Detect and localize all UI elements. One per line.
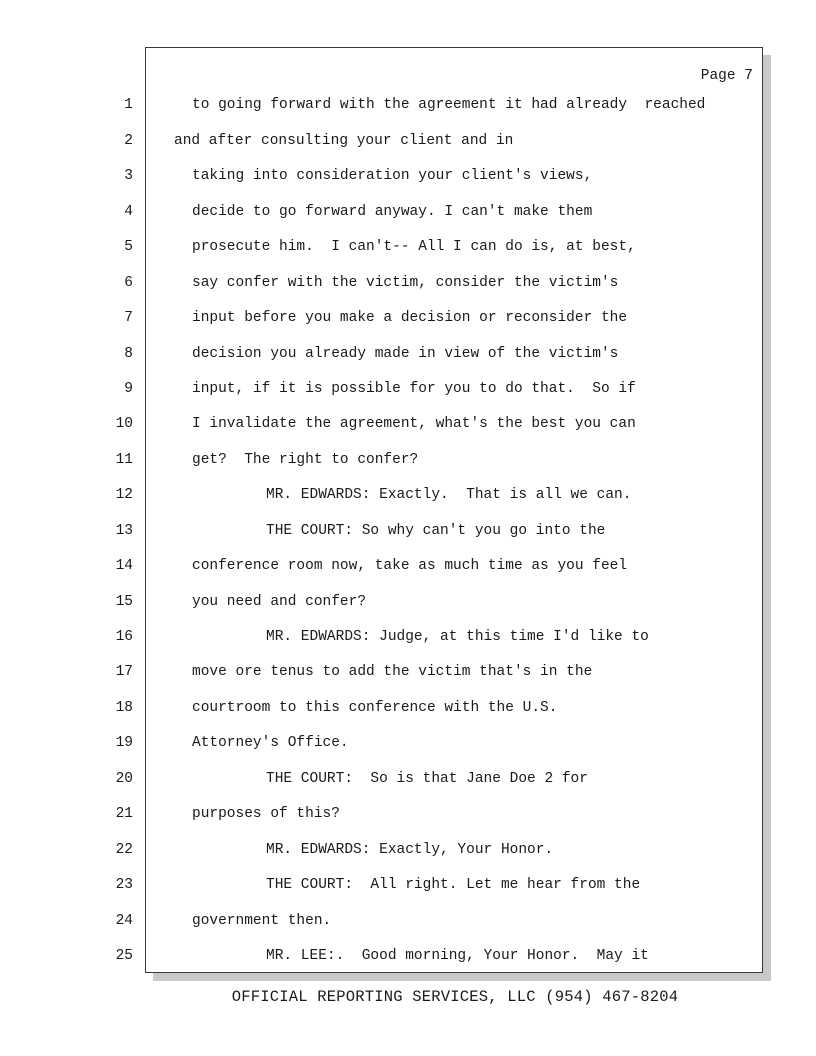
line-number: 12 xyxy=(115,487,133,503)
line-number: 8 xyxy=(124,346,133,362)
line-number: 1 xyxy=(124,97,133,113)
line-text: input, if it is possible for you to do that. So if xyxy=(192,381,636,397)
line-text: courtroom to this conference with the U.S. xyxy=(192,700,558,716)
line-number: 23 xyxy=(115,877,133,893)
line-number: 17 xyxy=(115,664,133,680)
line-text: government then. xyxy=(192,913,332,929)
line-text: THE COURT: So is that Jane Doe 2 for xyxy=(266,771,588,787)
line-text: THE COURT: So why can't you go into the xyxy=(266,523,606,539)
line-text: THE COURT: All right. Let me hear from the xyxy=(266,877,641,893)
line-text: taking into consideration your client's views, xyxy=(192,168,593,184)
line-text: Attorney's Office. xyxy=(192,735,349,751)
line-number: 3 xyxy=(124,168,133,184)
line-number: 9 xyxy=(124,381,133,397)
line-text: MR. EDWARDS: Judge, at this time I'd like to xyxy=(266,629,649,645)
line-text: purposes of this? xyxy=(192,806,340,822)
line-text: input before you make a decision or reconsider the xyxy=(192,310,628,326)
line-number: 2 xyxy=(124,133,133,149)
line-number: 11 xyxy=(115,452,133,468)
line-text: prosecute him. I can't-- All I can do is, at best, xyxy=(192,239,636,255)
line-text: I invalidate the agreement, what's the best you can xyxy=(192,416,636,432)
line-text: move ore tenus to add the victim that's in the xyxy=(192,664,593,680)
line-number: 21 xyxy=(115,806,133,822)
line-number: 20 xyxy=(115,771,133,787)
line-number: 4 xyxy=(124,204,133,220)
line-text: conference room now, take as much time as you feel xyxy=(192,558,628,574)
line-text: MR. LEE:. Good morning, Your Honor. May it xyxy=(266,948,649,964)
line-number: 24 xyxy=(115,913,133,929)
line-text: and after consulting your client and in xyxy=(174,133,514,149)
line-text: say confer with the victim, consider the victim's xyxy=(192,275,619,291)
line-number: 13 xyxy=(115,523,133,539)
line-number: 19 xyxy=(115,735,133,751)
line-text: decide to go forward anyway. I can't make them xyxy=(192,204,593,220)
footer-reporter: OFFICIAL REPORTING SERVICES, LLC (954) 467-8204 xyxy=(231,988,679,1006)
line-number: 25 xyxy=(115,948,133,964)
line-number: 22 xyxy=(115,842,133,858)
line-text: to going forward with the agreement it had already reached xyxy=(192,97,706,113)
line-text: you need and confer? xyxy=(192,594,367,610)
line-number: 5 xyxy=(124,239,133,255)
line-text: get? The right to confer? xyxy=(192,452,419,468)
line-number: 6 xyxy=(124,275,133,291)
line-number: 16 xyxy=(115,629,133,645)
line-text: decision you already made in view of the victim's xyxy=(192,346,619,362)
line-text: MR. EDWARDS: Exactly, Your Honor. xyxy=(266,842,554,858)
line-number: 7 xyxy=(124,310,133,326)
line-text: MR. EDWARDS: Exactly. That is all we can. xyxy=(266,487,632,503)
page-number: Page 7 xyxy=(700,68,753,84)
line-number: 15 xyxy=(115,594,133,610)
line-number: 18 xyxy=(115,700,133,716)
line-number: 10 xyxy=(115,416,133,432)
line-number: 14 xyxy=(115,558,133,574)
